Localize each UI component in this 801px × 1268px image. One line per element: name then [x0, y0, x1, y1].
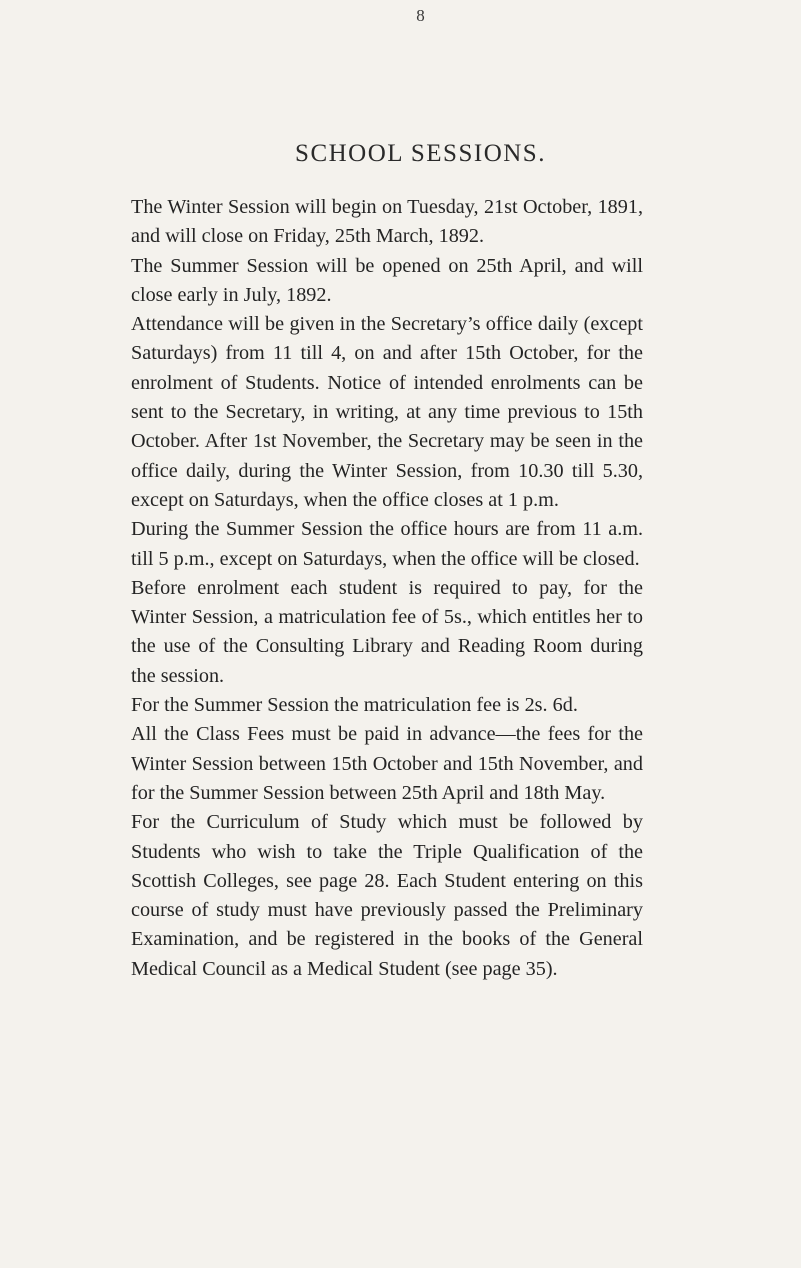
paragraph-matriculation-winter: Before enrolment each student is required to pay, for the Winter Session, a matriculation fee of 5s., which entitles her to the use of the Consulting Library and Reading Room during the session.: [131, 576, 643, 687]
section-heading: SCHOOL SESSIONS.: [295, 140, 546, 167]
page-number: 8: [416, 6, 425, 25]
paragraph-summer-office-hours: During the Summer Session the office hours are from 11 a.m. till 5 p.m., except on Saturdays, when the office will be closed.: [131, 518, 643, 570]
paragraph-summer-session: The Summer Session will be opened on 25th April, and will close early in July, 1892.: [131, 254, 643, 306]
paragraph-curriculum: For the Curriculum of Study which must be followed by Students who wish to take the Triple Qualification of the Scottish Colleges, see page 28. Each Student entering on this course of study must have previously passed the Preliminary Examination, and be registered in the books of the General Medical Council as a Medical Student (see page 35).: [131, 811, 643, 980]
body-text: [131, 193, 643, 984]
paragraph-matriculation-summer: For the Summer Session the matriculation fee is 2s. 6d.: [131, 694, 578, 717]
paragraph-winter-session: The Winter Session will begin on Tuesday, 21st October, 1891, and will close on Friday, 25th March, 1892.: [131, 196, 643, 248]
paragraph-attendance: Attendance will be given in the Secretary’s office daily (except Saturdays) from 11 till 4, on and after 15th October, for the enrolment of Students. Notice of intended enrolments can be sent to the Secretary, in writing, at any time previous to 15th October. After 1st November, the Secretary may be seen in the office daily, during the Winter Session, from 10.30 till 5.30, except on Saturdays, when the office closes at 1 p.m.: [131, 313, 643, 511]
paragraph-class-fees: All the Class Fees must be paid in advance—the fees for the Winter Session between 15th October and 15th November, and for the Summer Session between 25th April and 18th May.: [131, 723, 643, 804]
